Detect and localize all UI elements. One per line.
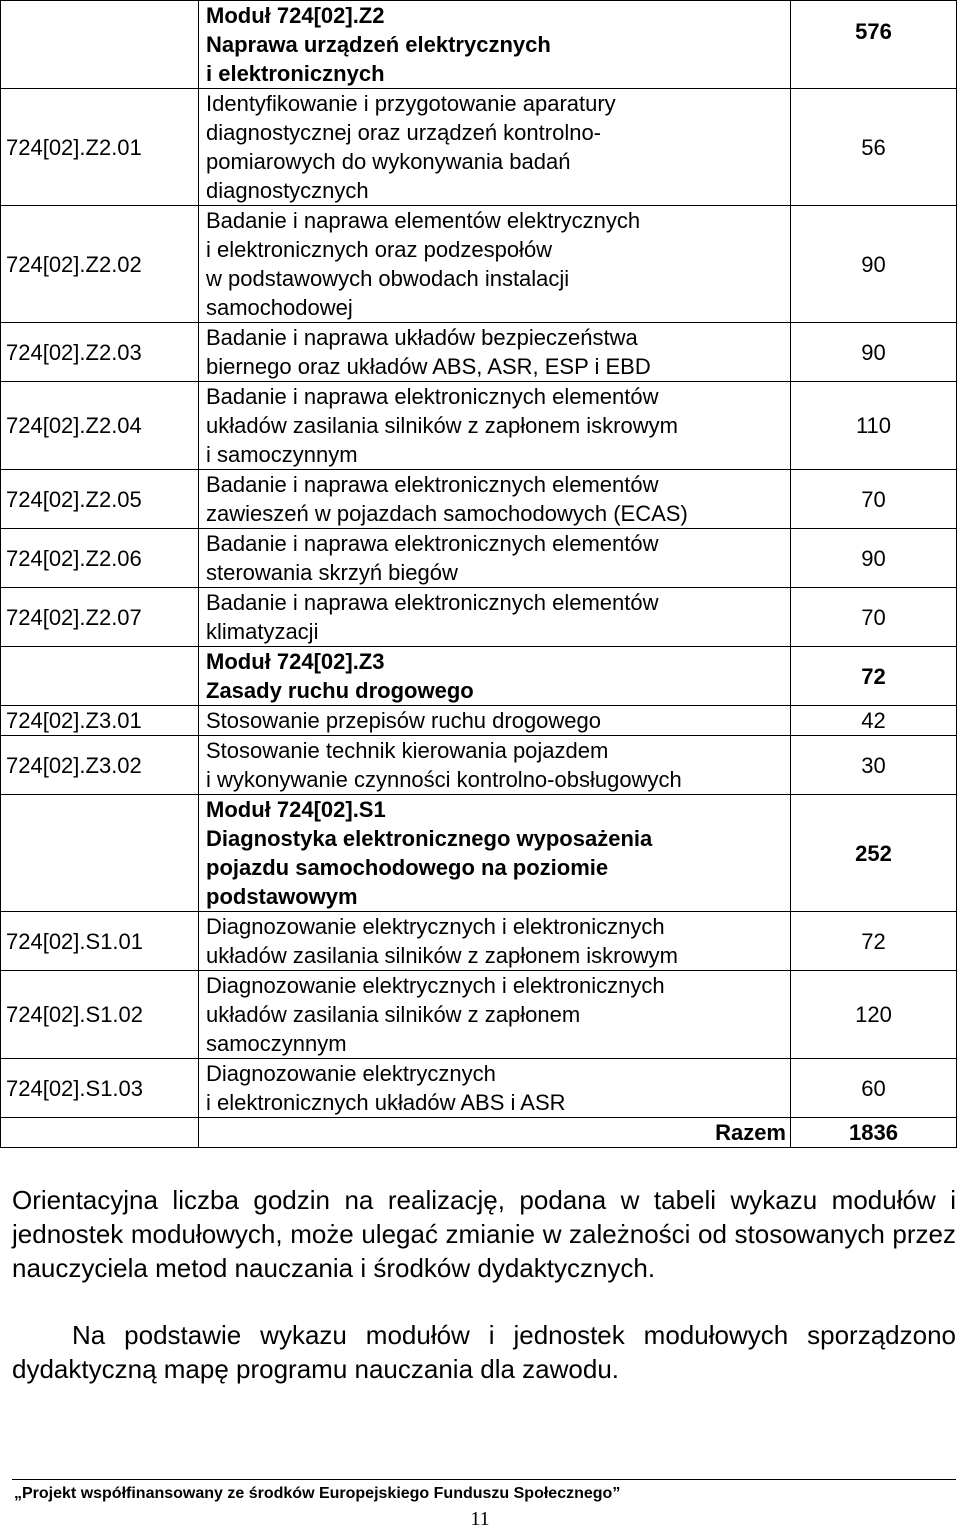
total-label: Razem <box>199 1118 791 1148</box>
hours-value: 72 <box>791 912 957 971</box>
module-row <box>1 795 957 912</box>
note-paragraph-1: Orientacyjna liczba godzin na realizację, podana w tabeli wykazu modułów i jednostek modułowych, może ulegać zmianie w zależności od stosowanych przez nauczyciela metod nauczania i środków dydaktycznych. <box>12 1185 956 1283</box>
total-row <box>1 1118 957 1148</box>
unit-row <box>1 89 957 206</box>
unit-row <box>1 971 957 1059</box>
title-line: diagnostycznej oraz urządzeń kontrolno- <box>206 120 602 145</box>
unit-row <box>1 206 957 323</box>
unit-row <box>1 736 957 795</box>
title-line: układów zasilania silników z zapłonem <box>206 1002 581 1027</box>
unit-row <box>1 323 957 382</box>
unit-row <box>1 912 957 971</box>
unit-code: 724[02].Z2.02 <box>1 206 199 323</box>
title-line: klimatyzacji <box>206 619 319 644</box>
footer-text: „Projekt współfinansowany ze środków Europejskiego Funduszu Społecznego” <box>14 1485 621 1502</box>
unit-code: 724[02].Z2.06 <box>1 529 199 588</box>
title-line: samoczynnym <box>206 1031 347 1056</box>
unit-row <box>1 529 957 588</box>
title-line: układów zasilania silników z zapłonem iskrowym <box>206 943 678 968</box>
title-line: Diagnostyka elektronicznego wyposażenia <box>206 826 653 851</box>
unit-title <box>199 1059 791 1118</box>
title-line: biernego oraz układów ABS, ASR, ESP i EBD <box>206 354 651 379</box>
module-title <box>199 647 791 706</box>
title-line: Badanie i naprawa elementów elektrycznych <box>206 208 641 233</box>
title-line: Identyfikowanie i przygotowanie aparatury <box>206 91 616 116</box>
title-line: Stosowanie technik kierowania pojazdem <box>206 738 609 763</box>
title-line: Badanie i naprawa elektronicznych elementów <box>206 531 659 556</box>
title-line: i wykonywanie czynności kontrolno-obsługowych <box>206 767 682 792</box>
title-line: i elektronicznych <box>206 61 385 86</box>
hours-value: 72 <box>791 647 957 706</box>
unit-title <box>199 912 791 971</box>
hours-value: 30 <box>791 736 957 795</box>
unit-code: 724[02].Z3.01 <box>1 706 199 736</box>
title-line: Naprawa urządzeń elektrycznych <box>206 32 551 57</box>
unit-code: 724[02].Z2.03 <box>1 323 199 382</box>
unit-title <box>199 89 791 206</box>
unit-row <box>1 706 957 736</box>
title-line: Stosowanie przepisów ruchu drogowego <box>206 708 602 733</box>
hours-value: 110 <box>791 382 957 470</box>
unit-row <box>1 588 957 647</box>
total-value: 1836 <box>791 1118 957 1148</box>
unit-code: 724[02].S1.03 <box>1 1059 199 1118</box>
module-title <box>199 1 791 89</box>
title-line: układów zasilania silników z zapłonem iskrowym <box>206 413 678 438</box>
hours-value: 70 <box>791 588 957 647</box>
total-empty-cell <box>1 1118 199 1148</box>
title-line: Zasady ruchu drogowego <box>206 678 474 703</box>
hours-value: 70 <box>791 470 957 529</box>
unit-code: 724[02].Z2.05 <box>1 470 199 529</box>
unit-row <box>1 382 957 470</box>
unit-code <box>1 647 199 706</box>
hours-value: 90 <box>791 206 957 323</box>
hours-value: 90 <box>791 323 957 382</box>
title-line: Badanie i naprawa elektronicznych elementów <box>206 590 659 615</box>
title-line: samochodowej <box>206 295 353 320</box>
title-line: w podstawowych obwodach instalacji <box>206 266 570 291</box>
title-line: zawieszeń w pojazdach samochodowych (ECAS) <box>206 501 688 526</box>
title-line: Badanie i naprawa elektronicznych elementów <box>206 472 659 497</box>
title-line: i elektronicznych układów ABS i ASR <box>206 1090 566 1115</box>
title-line: Moduł 724[02].S1 <box>206 797 386 822</box>
title-line: Badanie i naprawa elektronicznych elementów <box>206 384 659 409</box>
title-line: sterowania skrzyń biegów <box>206 560 458 585</box>
unit-title <box>199 382 791 470</box>
unit-code <box>1 1 199 89</box>
hours-value: 90 <box>791 529 957 588</box>
hours-value: 252 <box>791 795 957 912</box>
title-line: podstawowym <box>206 884 358 909</box>
unit-row <box>1 1059 957 1118</box>
title-line: Diagnozowanie elektrycznych i elektronicznych <box>206 973 665 998</box>
unit-code: 724[02].Z3.02 <box>1 736 199 795</box>
page-number: 11 <box>470 1508 490 1530</box>
unit-title <box>199 206 791 323</box>
title-line: Badanie i naprawa układów bezpieczeństwa <box>206 325 638 350</box>
title-line: i samoczynnym <box>206 442 358 467</box>
unit-title <box>199 588 791 647</box>
unit-code: 724[02].Z2.01 <box>1 89 199 206</box>
unit-title <box>199 470 791 529</box>
unit-code: 724[02].Z2.04 <box>1 382 199 470</box>
title-line: Diagnozowanie elektrycznych <box>206 1061 496 1086</box>
title-line: Moduł 724[02].Z3 <box>206 649 385 674</box>
title-line: pojazdu samochodowego na poziomie <box>206 855 609 880</box>
footer-divider <box>12 1479 956 1480</box>
unit-title <box>199 323 791 382</box>
unit-title <box>199 971 791 1059</box>
module-row <box>1 647 957 706</box>
title-line: Moduł 724[02].Z2 <box>206 3 385 28</box>
unit-code: 724[02].S1.02 <box>1 971 199 1059</box>
unit-code: 724[02].S1.01 <box>1 912 199 971</box>
hours-value: 576 <box>791 1 957 89</box>
title-line: pomiarowych do wykonywania badań <box>206 149 571 174</box>
module-row <box>1 1 957 89</box>
hours-value: 56 <box>791 89 957 206</box>
unit-code: 724[02].Z2.07 <box>1 588 199 647</box>
unit-title <box>199 706 791 736</box>
title-line: Diagnozowanie elektrycznych i elektronicznych <box>206 914 665 939</box>
hours-value: 120 <box>791 971 957 1059</box>
hours-value: 42 <box>791 706 957 736</box>
unit-title <box>199 736 791 795</box>
module-title <box>199 795 791 912</box>
title-line: diagnostycznych <box>206 178 369 203</box>
unit-row <box>1 470 957 529</box>
hours-value: 60 <box>791 1059 957 1118</box>
unit-code <box>1 795 199 912</box>
note-paragraph-2: Na podstawie wykazu modułów i jednostek modułowych sporządzono dydaktyczną mapę programu nauczania dla zawodu. <box>12 1320 956 1384</box>
unit-title <box>199 529 791 588</box>
title-line: i elektronicznych oraz podzespołów <box>206 237 553 262</box>
